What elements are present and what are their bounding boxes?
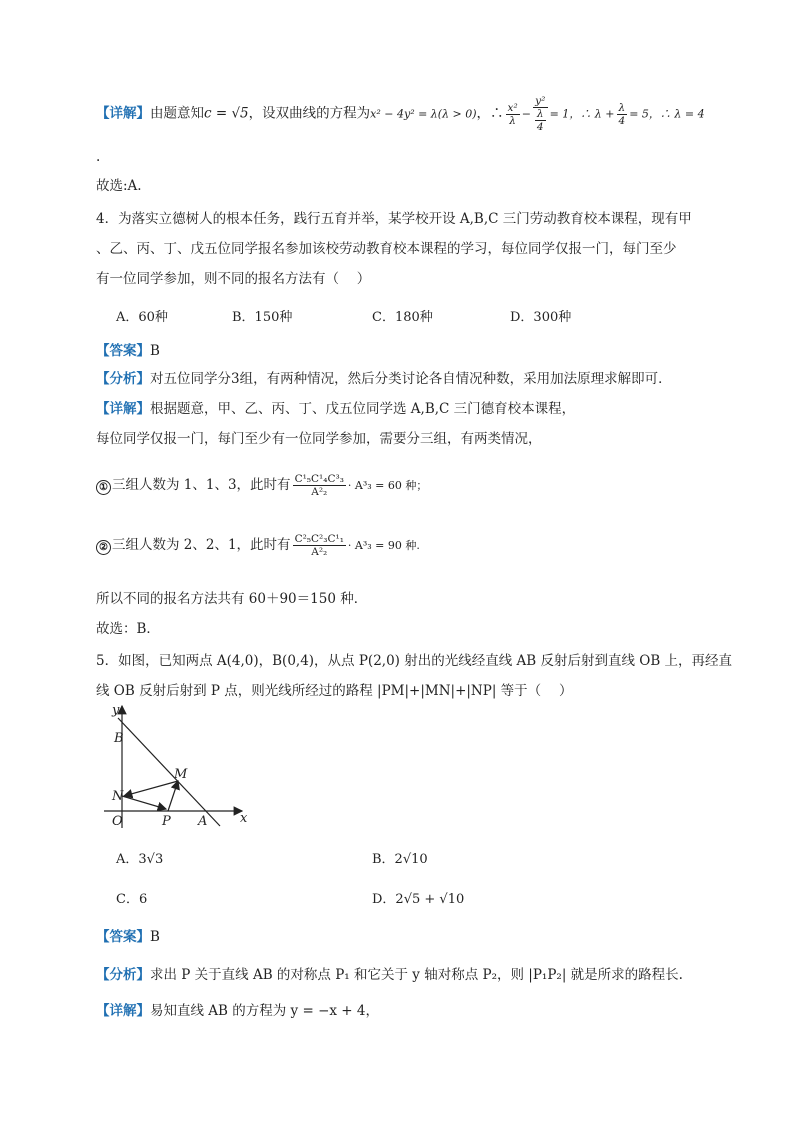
q4-case2-frac-den: A²₂ xyxy=(311,546,328,558)
q4-case2-b: · A³₃ = 90 种. xyxy=(347,539,420,552)
q4-total: 所以不同的报名方法共有 60＋90＝150 种． xyxy=(96,591,368,607)
q3-frac-y-den-den: 4 xyxy=(536,121,544,133)
q4-stem-1: 4．为落实立德树人的根本任务，践行五育并举，某学校开设 A,B,C 三门劳动教育校本课程，现有甲 xyxy=(96,211,692,227)
q4-choose: 故选：B． xyxy=(96,621,160,637)
detail-tag: 【详解】 xyxy=(96,105,150,122)
q3-therefore: ，∴ xyxy=(476,105,504,122)
q3-frac-y xyxy=(533,95,548,133)
detail-tag: 【详解】 xyxy=(96,401,150,417)
q3-frac-y-den-num: λ xyxy=(535,108,546,121)
q4-stem-2: 、乙、丙、丁、戊五位同学报名参加该校劳动教育校本课程的学习，每位同学仅报一门，每门至少 xyxy=(96,241,677,257)
q4-case2-marker: ② xyxy=(96,540,111,555)
label-n: N xyxy=(112,789,124,804)
q3-frac-l-den: 4 xyxy=(618,114,626,127)
analysis-tag: 【分析】 xyxy=(96,967,150,983)
label-p: P xyxy=(162,814,171,829)
q3-detail-line xyxy=(96,95,705,133)
q4-stem-3: 有一位同学参加，则不同的报名方法有（ ） xyxy=(96,271,371,287)
q4-case-2 xyxy=(96,530,420,561)
q5-answer: B xyxy=(150,929,160,945)
q3-frac-y-den-frac xyxy=(535,108,546,133)
q4-analysis: 对五位同学分3组，有两种情况，然后分类讨论各自情况种数，采用加法原理求解即可． xyxy=(150,371,672,387)
q3-eq-one: = 1 xyxy=(549,107,570,121)
q4-detail-1: 根据题意，甲、乙、丙、丁、戊五位同学选 A,B,C 三门德育校本课程， xyxy=(150,401,576,417)
q3-frac-x-num: x² xyxy=(507,101,518,114)
label-a: A xyxy=(198,814,208,829)
q5-option-a: A．3√3 xyxy=(116,852,164,867)
label-o: O xyxy=(112,814,123,829)
q5-detail: 易知直线 AB 的方程为 y = −x + 4， xyxy=(150,1003,379,1019)
q4-option-d: D．300种 xyxy=(510,310,572,325)
q4-case1-frac-den: A²₂ xyxy=(311,486,328,498)
q5-analysis-line xyxy=(96,966,683,984)
q4-case2-frac-num: C²₅C²₃C¹₁ xyxy=(294,533,344,545)
q5-detail-line xyxy=(96,1002,379,1020)
q3-c-eq: c = √5 xyxy=(204,105,249,122)
q3-frac-x-den: λ xyxy=(509,114,516,127)
q3-frac-l xyxy=(617,102,628,127)
q3-frac-y-den xyxy=(533,108,548,133)
q3-period: . xyxy=(96,149,101,165)
q5-option-b: B．2√10 xyxy=(372,852,428,867)
q4-case1-frac xyxy=(293,473,346,498)
q3-minus: − xyxy=(521,107,531,121)
answer-tag: 【答案】 xyxy=(96,929,150,945)
ray-mn xyxy=(124,781,178,796)
q3-frac-x xyxy=(506,102,520,127)
q5-figure xyxy=(104,700,254,830)
q4-detail-line-2: 每位同学仅报一门，每门至少有一位同学参加，需要分三组，有两类情况， xyxy=(96,431,542,447)
q4-option-a: A．60种 xyxy=(116,310,168,325)
q4-option-b: B．150种 xyxy=(232,310,293,325)
label-y: y xyxy=(112,703,120,718)
q4-case-1 xyxy=(96,470,427,501)
q3-step2-b: = 5 xyxy=(629,107,649,121)
q3-frac-l-num: λ xyxy=(617,102,628,115)
q5-stem-2: 线 OB 反射后射到 P 点，则光线所经过的路程 |PM|+|MN|+|NP| 等于（ ） xyxy=(96,683,573,699)
q3-step3: ，∴ λ = 4 xyxy=(648,107,705,121)
q5-option-d: D．2√5 + √10 xyxy=(372,892,465,907)
q4-case1-marker: ① xyxy=(96,480,111,495)
label-m: M xyxy=(174,767,188,782)
answer-tag: 【答案】 xyxy=(96,343,150,359)
ray-np xyxy=(122,796,166,809)
q3-step2-a: ，∴ λ + xyxy=(569,107,615,121)
q4-case1-a: 三组人数为 1、1、3，此时有 xyxy=(112,477,291,493)
q4-case1-b: · A³₃ = 60 种； xyxy=(347,479,428,492)
q3-eq1: x² − 4y² = λ(λ > 0) xyxy=(370,107,477,121)
q4-case1-frac-num: C¹₅C¹₄C³₃ xyxy=(294,473,344,485)
label-b: B xyxy=(114,731,124,746)
q3-frac-y-num: y² xyxy=(533,95,548,108)
q3-choose: 故选:A. xyxy=(96,178,142,194)
q4-answer: B xyxy=(150,343,160,359)
q4-answer-line xyxy=(96,342,160,360)
q5-analysis: 求出 P 关于直线 AB 的对称点 P₁ 和它关于 y 轴对称点 P₂，则 |P₁P₂| 就是所求的路程长. xyxy=(150,967,683,983)
q3-text-b: ，设双曲线的方程为 xyxy=(248,105,371,122)
label-x: x xyxy=(240,811,248,826)
q4-case2-frac xyxy=(293,533,346,558)
q5-stem-1: 5．如图，已知两点 A(4,0)，B(0,4)，从点 P(2,0) 射出的光线经直线 AB 反射后射到直线 OB 上，再经直 xyxy=(96,653,733,669)
q4-option-c: C．180种 xyxy=(372,310,433,325)
detail-tag: 【详解】 xyxy=(96,1003,150,1019)
q5-option-c: C．6 xyxy=(116,892,148,907)
q4-case2-a: 三组人数为 2、2、1，此时有 xyxy=(112,537,291,553)
q3-text-a: 由题意知 xyxy=(150,105,204,122)
ray-pm xyxy=(168,781,178,811)
q4-detail-line-1 xyxy=(96,400,575,418)
analysis-tag: 【分析】 xyxy=(96,371,150,387)
q4-analysis-line xyxy=(96,370,672,388)
q5-answer-line xyxy=(96,928,160,946)
